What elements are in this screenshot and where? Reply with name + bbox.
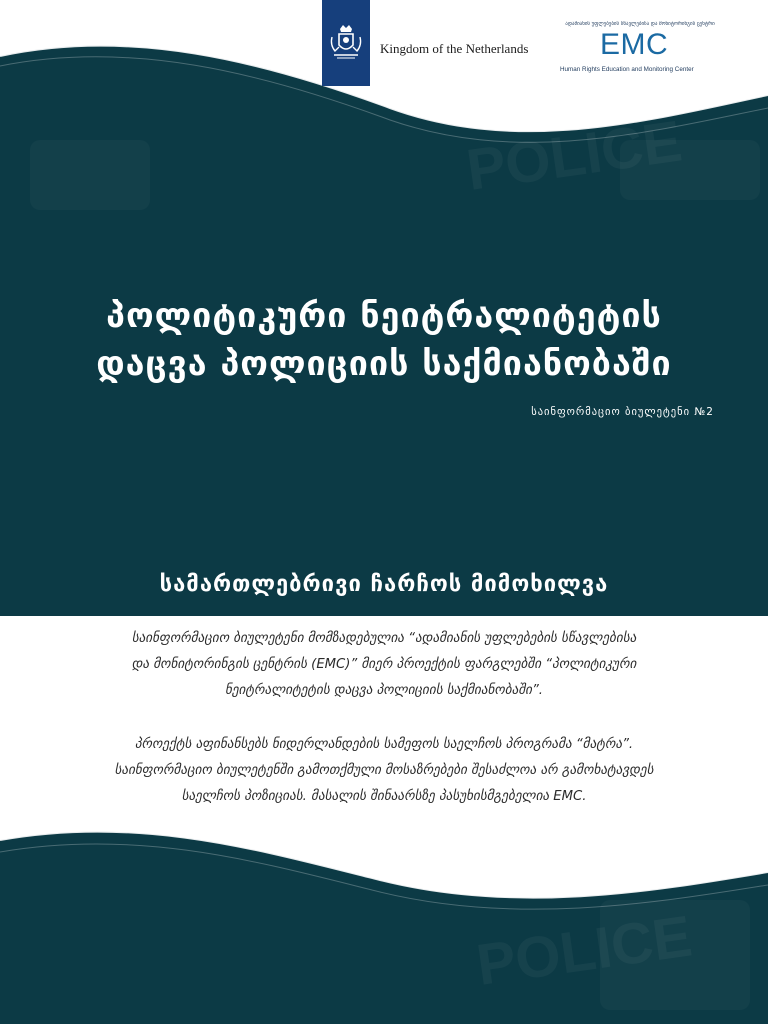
title-line-1: პოლიტიკური ნეიტრალიტეტის [106,296,662,336]
coat-of-arms-icon [329,23,363,63]
paragraph-line: და მონიტორინგის ცენტრის (EMC)” მიერ პროექტის ფარგლებში “პოლიტიკური [131,657,637,672]
funding-disclaimer [40,732,728,810]
emc-full-name: Human Rights Education and Monitoring Center [560,66,694,73]
bulletin-label: საინფორმაციო ბიულეტენი №2 [531,406,714,418]
paragraph-line: პროექტს აფინანსებს ნიდერლანდების სამეფოს საელჩოს პროგრამა “მატრა”. [134,737,634,752]
paragraph-line: საინფორმაციო ბიულეტენში გამოთქმული მოსაზრებები შესაძლოა არ გამოხატავდეს [114,763,654,778]
preparation-note [40,626,728,704]
emc-georgian-name: ადამიანის უფლებების სწავლებისა და მონიტორინგის ცენტრი [565,21,715,27]
emc-logo: EMC [600,28,669,61]
police-watermark [463,108,686,202]
paragraph-line: საინფორმაციო ბიულეტენი მომზადებულია “ადამიანის უფლებების სწავლებისა [131,631,637,646]
partner-name: Kingdom of the Netherlands [380,41,529,56]
section-title: სამართლებრივი ჩარჩოს მიმოხილვა [159,572,609,597]
title-line-2: დაცვა პოლიციის საქმიანობაში [96,344,672,384]
paragraph-line: ნეიტრალიტეტის დაცვა პოლიციის საქმიანობაში”. [224,683,544,698]
document-title [0,292,768,388]
paragraph-line: საელჩოს პოზიციას. მასალის შინაარსზე პასუხისმგებელია EMC. [181,789,587,804]
netherlands-coat-of-arms-logo [322,0,370,86]
police-watermark [473,903,696,997]
